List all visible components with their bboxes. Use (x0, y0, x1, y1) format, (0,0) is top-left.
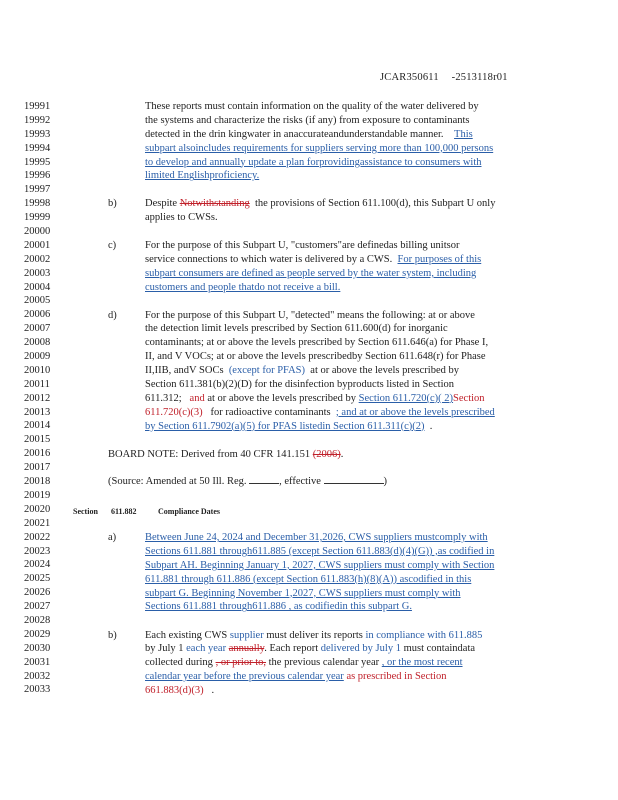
item-label: c) (108, 240, 117, 251)
deleted-text: (2006) (312, 448, 341, 460)
section-word: Section (73, 507, 98, 516)
intro-paragraph (145, 100, 540, 183)
inserted-text: This (454, 128, 473, 140)
inserted-text: Sections 611.881 through611.886 , as codifiedin this subpart G. (145, 601, 412, 613)
line-number: 20011 (24, 378, 50, 390)
inserted-text: delivered by July 1 (320, 643, 401, 655)
paragraph-b (145, 197, 540, 225)
text-span: service connections to which water is delivered by a CWS. (145, 253, 393, 265)
line-number: 20023 (24, 545, 51, 557)
line-number: 19993 (24, 128, 51, 140)
doc-ref: -2513118r01 (451, 72, 508, 83)
text-span: collected during (145, 657, 213, 669)
inserted-text: each year (186, 643, 227, 655)
item-label: d) (108, 309, 117, 321)
line-number: 20032 (24, 670, 51, 682)
line-number: 20001 (24, 239, 51, 251)
line-number: 20018 (24, 476, 51, 488)
paragraph-c (145, 239, 540, 295)
text-span: at or above the levels prescribed by (207, 392, 357, 404)
line-number: 19995 (24, 156, 51, 168)
line-number: 20029 (24, 628, 51, 640)
text-line: contaminants; at or above the levels prescribed by Section 611.646(a) for Phase I, (145, 337, 489, 349)
line-number: 20005 (24, 295, 51, 307)
line-number: 20003 (24, 267, 51, 279)
line-number: 20033 (24, 684, 51, 696)
section-title: Compliance Dates (158, 507, 220, 516)
line-number: 20014 (24, 420, 51, 432)
line-number: 20019 (24, 489, 51, 501)
document-header (380, 72, 508, 83)
text-line: detected in the drin kingwater in anaccurateandunderstandable manner. (145, 128, 444, 140)
text-span: (Source: Amended at 50 Ill. Reg. (108, 476, 247, 488)
line-number: 20016 (24, 448, 51, 460)
line-number: 20012 (24, 392, 51, 404)
text-span: the previous calendar year (268, 657, 380, 669)
line-number: 20030 (24, 642, 51, 654)
text-span: , effective (279, 476, 321, 488)
text-span: Each existing CWS (145, 629, 228, 641)
line-number: 20002 (24, 253, 51, 265)
text-span: must deliver its reports (266, 629, 363, 641)
inserted-text: subpart consumers are defined as people served by the water system, including (145, 267, 477, 279)
inserted-text: 611.881 through 611.886 (except Section 611.883(h)(8)(A)) ascodified in this (145, 573, 472, 585)
paragraph-d (145, 309, 540, 434)
line-number: 20006 (24, 309, 51, 321)
line-number: 20027 (24, 601, 51, 613)
line-number: 20013 (24, 406, 51, 418)
text-span: by July 1 (145, 643, 184, 655)
line-number: 20004 (24, 281, 51, 293)
text-line: For the purpose of this Subpart U, "detected" means the following: at or above (145, 309, 475, 321)
deleted-text: annually (228, 643, 265, 655)
text-line: II, and V VOCs; at or above the levels prescribedby Section 611.648(r) for Phase (145, 351, 486, 363)
line-number: 20008 (24, 337, 51, 349)
deleted-text: , or prior to, (215, 657, 267, 669)
text-span: II,IIB, andV SOCs (145, 365, 224, 377)
line-number: 19991 (24, 101, 51, 112)
inserted-text: limited Englishproficiency. (145, 170, 260, 182)
item-label: b) (108, 198, 117, 210)
line-number: 20025 (24, 573, 51, 585)
inserted-text: , or the most recent (381, 657, 463, 669)
inserted-text: subpart alsoincludes requirements for suppliers serving more than 100,000 persons (145, 142, 494, 154)
line-number: 20022 (24, 531, 51, 543)
line-number: 20020 (24, 503, 51, 515)
line-number-column (24, 100, 50, 697)
line-number: 20026 (24, 587, 51, 599)
paragraph-b-compliance (145, 629, 540, 698)
inserted-text: Subpart AH. Beginning January 1, 2027, CWS suppliers must comply with Section (145, 559, 495, 571)
blank-field (324, 483, 384, 484)
line-number: 20000 (24, 226, 51, 238)
text-line: the systems and characterize the risks (if any) from exposure to contaminants (145, 114, 470, 126)
line-number: 20009 (24, 351, 51, 363)
inserted-text: Sections 611.881 through611.885 (except Section 611.883(d)(4)(G)) ,as codified in (145, 545, 495, 557)
line-number: 20031 (24, 656, 51, 668)
text-line: These reports must contain information on the quality of the water delivered by (145, 101, 479, 112)
inserted-text: calendar year before the previous calendar year (145, 671, 344, 683)
inserted-text: For purposes of this (397, 253, 482, 265)
changed-text: and (189, 392, 205, 404)
item-label: b) (108, 629, 117, 641)
inserted-text: by Section 611.7902(a)(5) for PFAS listedin Section 611.311(c)(2) (145, 420, 425, 432)
text-span: . (211, 685, 215, 697)
line-number: 19992 (24, 114, 51, 126)
changed-text: as prescribed in Section (346, 671, 447, 683)
inserted-text: (except for PFAS) (228, 365, 306, 377)
line-number: 20024 (24, 559, 51, 571)
line-number: 19999 (24, 212, 51, 224)
line-number: 19994 (24, 142, 51, 154)
line-number: 19997 (24, 184, 51, 196)
line-number: 20028 (24, 614, 51, 626)
text-span: ) (383, 476, 388, 488)
inserted-text: customers and people thatdo not receive a bill. (145, 281, 341, 293)
text-span: the provisions of Section 611.100(d), this Subpart U only (254, 198, 496, 210)
text-span: . Each report (264, 643, 319, 655)
line-number: 20015 (24, 434, 51, 446)
inserted-text: in compliance with 611.885 (365, 629, 483, 641)
board-note (108, 448, 548, 462)
line-number: 20010 (24, 364, 51, 376)
inserted-text: subpart G. Beginning November 1,2027, CWS suppliers must comply with (145, 587, 461, 599)
text-span: at or above the levels prescribed by (310, 365, 459, 377)
paragraph-a-compliance (145, 531, 540, 614)
source-note (108, 475, 548, 489)
text-span: must containdata (403, 643, 476, 655)
inserted-text: Between June 24, 2024 and December 31,2026, CWS suppliers mustcomply with (145, 532, 488, 543)
text-line: For the purpose of this Subpart U, "customers"are definedas billing unitsor (145, 240, 460, 251)
text-line: applies to CWSs. (145, 212, 218, 224)
text-span: for radioactive contaminants (210, 406, 331, 418)
inserted-text: to develop and annually update a plan forprovidingassistance to consumers with (145, 156, 482, 168)
changed-text: Section (453, 392, 485, 404)
line-number: 19996 (24, 170, 51, 182)
line-number: 20017 (24, 462, 51, 474)
line-number: 20021 (24, 517, 51, 529)
section-number: 611.882 (111, 507, 137, 516)
text-span: Despite (145, 198, 178, 210)
changed-text: 611.720(c)(3) (145, 406, 203, 418)
text-span: 611.312; (145, 392, 182, 404)
text-span: . (429, 420, 433, 432)
changed-text: 661.883(d)(3) (145, 685, 204, 697)
deleted-text: Notwithstanding (179, 198, 250, 210)
blank-field (249, 483, 279, 484)
line-number: 20007 (24, 323, 51, 335)
text-span: . (340, 448, 344, 460)
doc-code: JCAR350611 (380, 72, 439, 83)
inserted-text: Section 611.720(c)( 2) (358, 392, 454, 404)
text-line: Section 611.381(b)(2)(D) for the disinfection byproducts listed in Section (145, 378, 455, 390)
inserted-text: supplier (229, 629, 264, 641)
text-span: BOARD NOTE: Derived from 40 CFR 141.151 (108, 448, 311, 460)
text-line: the detection limit levels prescribed by Section 611.600(d) for inorganic (145, 323, 448, 335)
line-number: 19998 (24, 198, 51, 210)
item-label: a) (108, 532, 117, 543)
inserted-text: ; and at or above the levels prescribed (335, 406, 495, 418)
